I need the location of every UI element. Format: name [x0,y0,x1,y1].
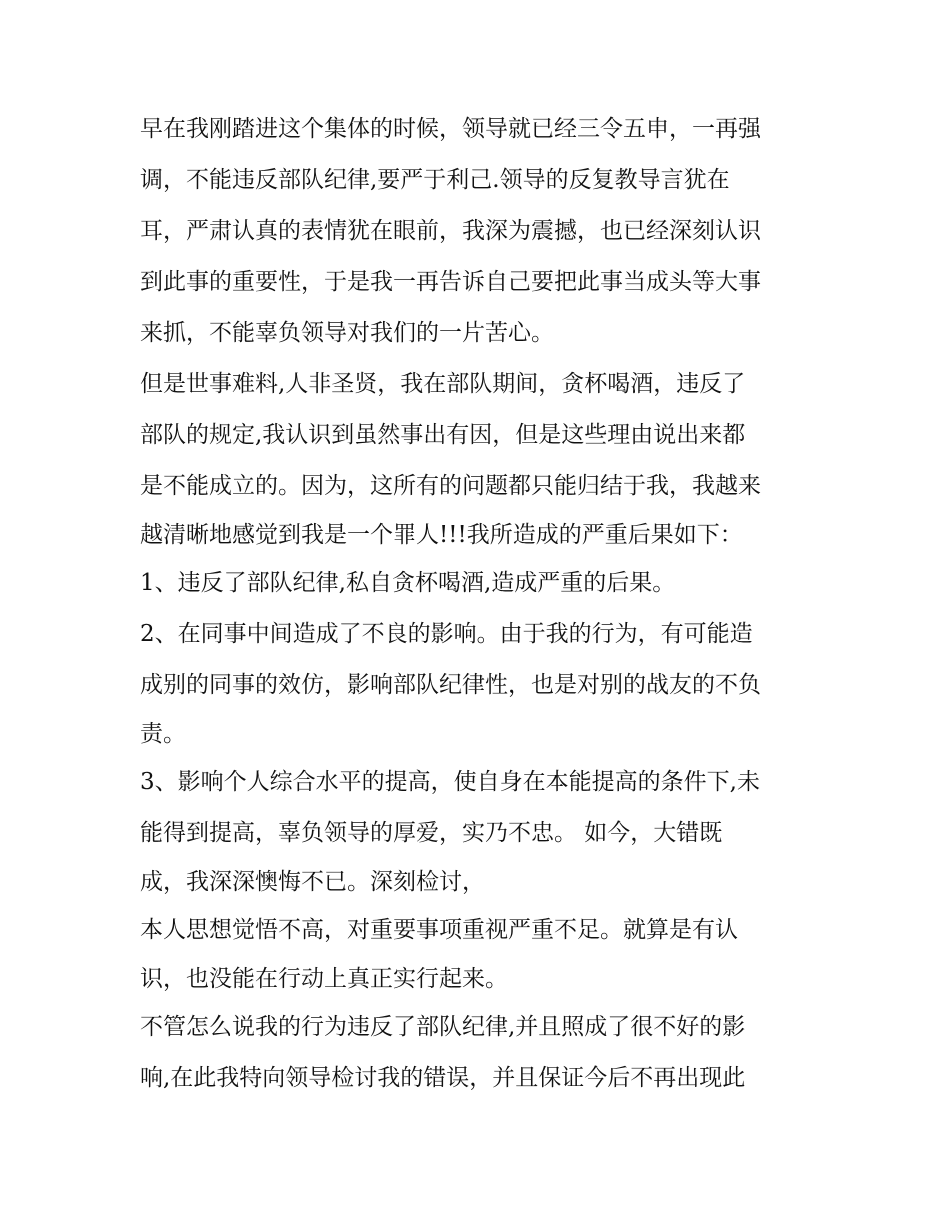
text-line: 来抓，不能辜负领导对我们的一片苦心。 [140,320,554,346]
text-line: 成，我深深懊悔不已。深刻检讨， [140,869,485,895]
document-body [140,104,820,1104]
text-line: 部队的规定,我认识到虽然事出有因，但是这些理由说出来都 [140,422,746,448]
text-line: 是不能成立的。因为，这所有的问题都只能归结于我，我越来 [140,473,761,499]
text-line: 识，也没能在行动上真正实行起来。 [140,966,508,992]
text-line: 不管怎么说我的行为违反了部队纪律,并且照成了很不好的影 [140,1014,746,1040]
text-line: 调，不能违反部队纪律,要严于利己.领导的反复教导言犹在 [140,167,730,193]
text-line: 但是世事难料,人非圣贤，我在部队期间，贪杯喝酒，违反了 [140,371,746,397]
text-line: 成别的同事的效仿，影响部队纪律性，也是对别的战友的不负 [140,672,761,698]
text-line: 响,在此我特向领导检讨我的错误，并且保证今后不再出现此 [140,1065,746,1091]
text-line: 责。 [140,721,186,747]
text-line: 本人思想觉悟不高，对重要事项重视严重不足。就算是有认 [140,917,738,943]
text-line: 能得到提高，辜负领导的厚爱，实乃不忠。 如今，大错既 [140,820,723,846]
text-line: 1、违反了部队纪律,私自贪杯喝酒,造成严重的后果。 [140,570,676,596]
text-line: 2、在同事中间造成了不良的影响。由于我的行为，有可能造 [140,621,753,647]
text-line: 早在我刚踏进这个集体的时候，领导就已经三令五申，一再强 [140,116,761,142]
text-line: 到此事的重要性，于是我一再告诉自己要把此事当成头等大事 [140,269,761,295]
text-line: 3、影响个人综合水平的提高，使自身在本能提高的条件下,未 [140,769,760,795]
text-line: 耳，严肃认真的表情犹在眼前，我深为震撼，也已经深刻认识 [140,218,761,244]
text-line: 越清晰地感觉到我是一个罪人!!!我所造成的严重后果如下： [140,522,743,548]
